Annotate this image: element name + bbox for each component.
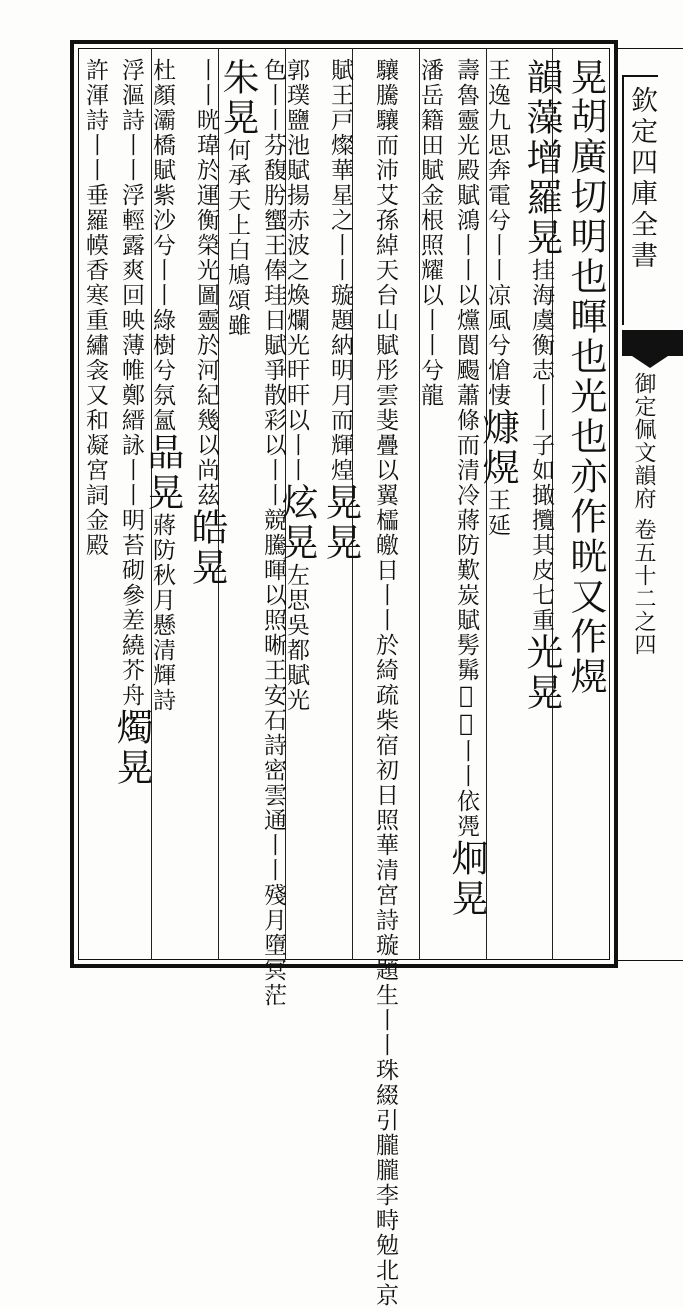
volume-label: 御定佩文韻府 卷五十二之四 <box>631 372 656 656</box>
annotation-text: 王逸九思奔電兮丨丨凉風兮愴悽 <box>484 58 510 408</box>
entry-term: 皓晃 <box>185 508 228 588</box>
text-column <box>555 58 615 958</box>
annotation-text: 丨丨晄瑋於運衡榮光圖靈於河紀幾以尚茲 <box>193 58 219 508</box>
entry-term: 晃 <box>564 58 607 97</box>
annotation-text: 色丨丨芬馥肹蠁王俸珪日賦爭散彩以丨丨競騰暉以照晰王安石詩密雲通丨丨殘月墮冥茫 <box>260 58 286 1008</box>
annotation-text: 挂海虞衡志丨丨子如 <box>528 258 554 483</box>
entry-term: 炯晃 <box>445 839 488 919</box>
text-column <box>216 58 286 1008</box>
annotation-text: 杜顏灞橋賦紫沙兮丨丨綠樹兮氛氳 <box>149 58 175 433</box>
entry-term: 晶晃 <box>141 433 184 513</box>
annotation-text: 潘岳籍田賦金根照耀以丨丨兮龍 <box>417 58 443 408</box>
annotation-text: 賦王戸燦華星之丨丨璇題納明月而輝煌 <box>327 58 353 483</box>
text-column <box>275 58 362 958</box>
fish-tail-mark <box>622 330 683 356</box>
entry-term: 晃晃 <box>319 483 362 563</box>
text-column <box>476 58 563 958</box>
text-column <box>355 58 415 1308</box>
annotation-text: 何承天上白鳩頌雖 <box>224 138 250 338</box>
text-column <box>141 58 228 958</box>
entry-term: 𤎖熀 <box>476 408 519 488</box>
margin-bottom-rule <box>618 960 683 961</box>
text-column <box>82 58 153 958</box>
entry-term: 炫晃 <box>275 483 318 563</box>
annotation-text: 郭璞鹽池賦揚赤波之煥爛光旰旰以丨丨 <box>283 58 309 483</box>
entry-term: 朱晃 <box>216 58 259 138</box>
annotation-text: 浮漚詩丨丨浮輕露爽回映薄帷鄭縉詠丨丨明苔砌參差繞芥舟 <box>118 58 144 708</box>
annotation-text: 左思吳都賦光 <box>283 563 309 713</box>
annotation-text: 撖攬其皮七重 <box>528 483 554 633</box>
text-column <box>417 58 488 958</box>
entry-term: 燭晃 <box>110 708 153 788</box>
annotation-text: 王延 <box>484 488 510 538</box>
annotation-text: 驤騰驤而沛艾孫綽天台山賦彤雲斐疊以翼櫺皦日丨丨於綺疏柴宿初日照華清宮詩璇題生丨丨珠綴引朧朧李畤勉北京 <box>372 58 398 1308</box>
entry-term: 韻藻增羅晃 <box>520 58 563 258</box>
book-title: 欽定四庫全書 <box>626 86 657 272</box>
annotation-text: 蔣防秋月懸清輝詩 <box>149 513 175 713</box>
margin-top-rule <box>618 48 683 49</box>
entry-term: 光晃 <box>520 633 563 713</box>
annotation-text: 壽魯靈光殿賦鴻丨丨以爣閬颺蕭條而清冷蔣防歎炭賦髣髴𧸝𧸝丨丨依凴 <box>453 58 479 839</box>
annotation-text: 許渾詩丨丨垂羅幙香寒重繡衾又和凝宮詞金殿 <box>82 58 108 558</box>
entry-term: 胡廣切明也暉也光也亦作晄又作熀 <box>564 97 607 697</box>
